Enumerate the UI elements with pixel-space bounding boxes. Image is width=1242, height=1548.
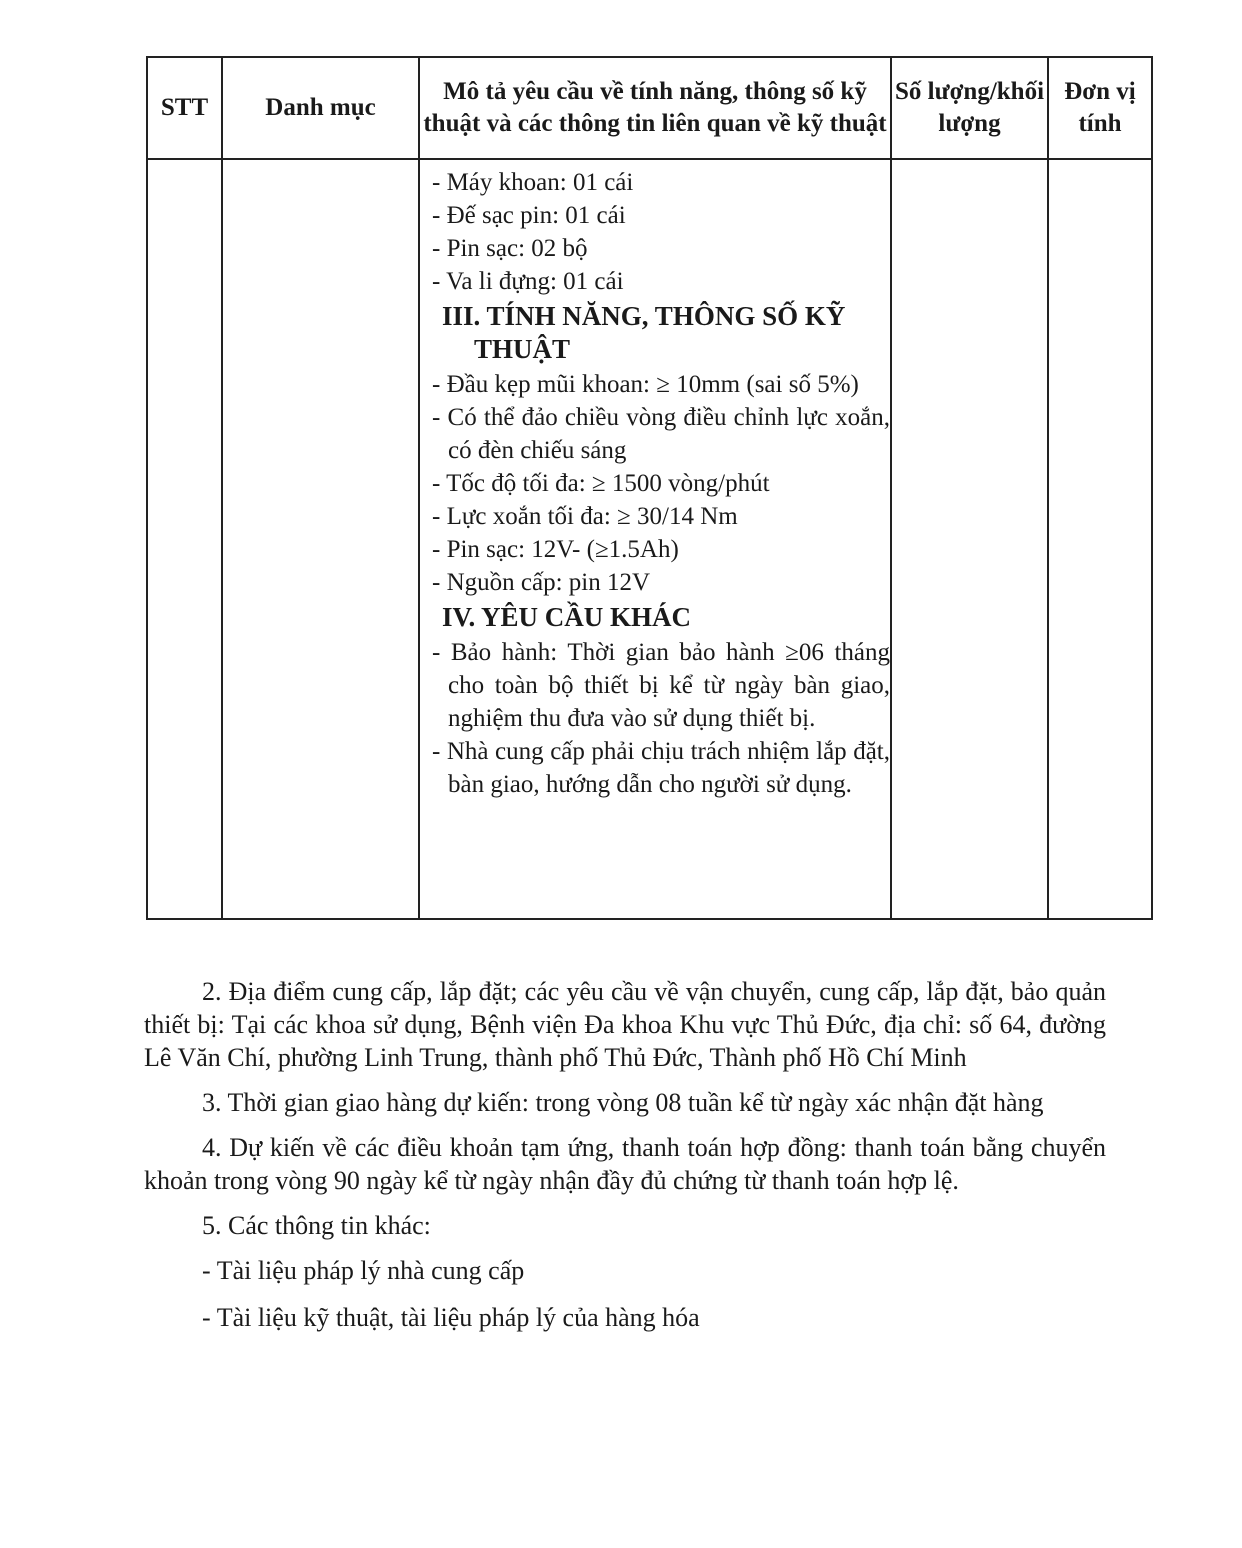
table-header-row xyxy=(147,57,1152,159)
cell-quantity xyxy=(891,159,1048,919)
specification-table xyxy=(146,56,1153,920)
paragraph-item-3: 3. Thời gian giao hàng dự kiến: trong vòng 08 tuần kể từ ngày xác nhận đặt hàng xyxy=(202,1088,1044,1117)
requirement-item-1: - Bảo hành: Thời gian bảo hành ≥06 tháng cho toàn bộ thiết bị kể từ ngày bàn giao, nghiệm thu đưa vào sử dụng thiết bị. xyxy=(432,639,890,732)
spec-item-3: - Tốc độ tối đa: ≥ 1500 vòng/phút xyxy=(432,470,770,497)
section-4-heading: IV. YÊU CẦU KHÁC xyxy=(442,602,692,632)
other-info-bullet-1: - Tài liệu pháp lý nhà cung cấp xyxy=(202,1256,525,1285)
header-quantity: Số lượng/khối lượng xyxy=(891,57,1048,159)
spec-item-6: - Nguồn cấp: pin 12V xyxy=(432,569,651,596)
paragraph-item-5: 5. Các thông tin khác: xyxy=(202,1211,431,1240)
included-item-4: - Va li đựng: 01 cái xyxy=(432,268,624,295)
cell-stt xyxy=(147,159,222,919)
spec-item-2: - Có thể đảo chiều vòng điều chỉnh lực xoắn, có đèn chiếu sáng xyxy=(432,404,890,464)
spec-item-1: - Đầu kẹp mũi khoan: ≥ 10mm (sai số 5%) xyxy=(432,371,859,398)
header-unit: Đơn vị tính xyxy=(1048,57,1152,159)
included-item-1: - Máy khoan: 01 cái xyxy=(432,169,634,196)
included-item-2: - Đế sạc pin: 01 cái xyxy=(432,202,626,229)
table-row xyxy=(147,159,1152,919)
paragraph-item-4: 4. Dự kiến về các điều khoản tạm ứng, thanh toán hợp đồng: thanh toán bằng chuyển khoản trong vòng 90 ngày kể từ ngày nhận đầy đủ chứng từ thanh toán hợp lệ. xyxy=(144,1133,1106,1195)
requirement-item-2: - Nhà cung cấp phải chịu trách nhiệm lắp đặt, bàn giao, hướng dẫn cho người sử dụng. xyxy=(432,738,890,798)
cell-description xyxy=(419,159,891,919)
cell-unit xyxy=(1048,159,1152,919)
section-3-heading: III. TÍNH NĂNG, THÔNG SỐ KỸ THUẬT xyxy=(442,301,846,364)
spec-item-4: - Lực xoắn tối đa: ≥ 30/14 Nm xyxy=(432,503,738,530)
included-item-3: - Pin sạc: 02 bộ xyxy=(432,235,588,262)
other-info-bullet-2: - Tài liệu kỹ thuật, tài liệu pháp lý của hàng hóa xyxy=(202,1303,700,1332)
document-body xyxy=(144,975,1106,1348)
header-category: Danh mục xyxy=(222,57,419,159)
spec-item-5: - Pin sạc: 12V- (≥1.5Ah) xyxy=(432,536,679,563)
header-stt: STT xyxy=(147,57,222,159)
paragraph-item-2: 2. Địa điểm cung cấp, lắp đặt; các yêu cầu về vận chuyển, cung cấp, lắp đặt, bảo quản thiết bị: Tại các khoa sử dụng, Bệnh viện Đa khoa Khu vực Thủ Đức, địa chỉ: số 64, đường Lê Văn Chí, phường Linh Trung, thành phố Thủ Đức, Thành phố Hồ Chí Minh xyxy=(144,977,1106,1072)
header-description: Mô tả yêu cầu về tính năng, thông số kỹ thuật và các thông tin liên quan về kỹ thuật xyxy=(419,57,891,159)
cell-category xyxy=(222,159,419,919)
